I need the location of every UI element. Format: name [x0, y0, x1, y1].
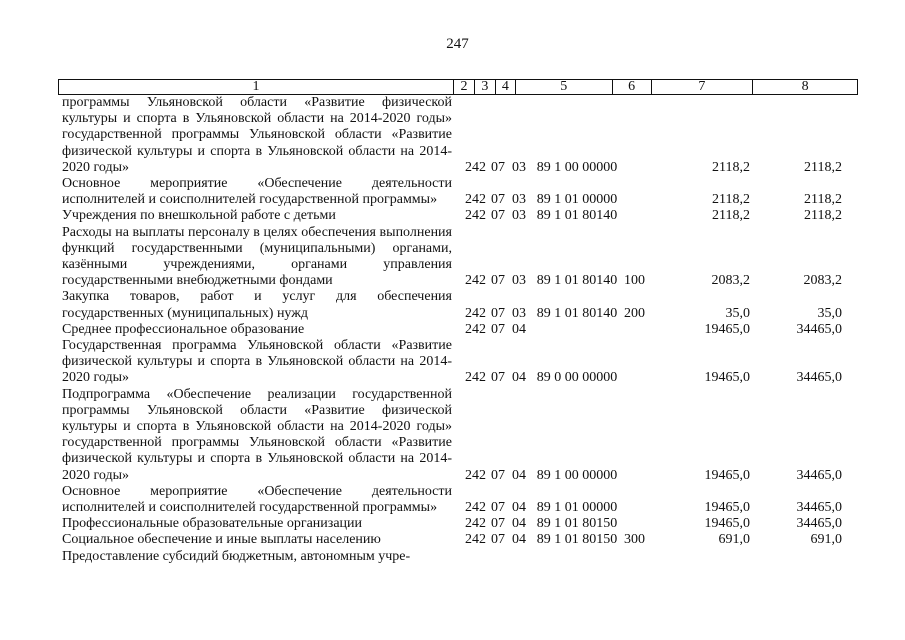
row-name-cell: Закупка товаров, работ и услуг для обеспечения государственных (муниципальных) нужд	[62, 289, 452, 321]
row-grbs-cell: 242	[465, 192, 486, 208]
row-subsection-cell: 04	[512, 532, 526, 548]
row-amount-col8-cell: 34465,0	[796, 467, 842, 483]
row-name-cell: Государственная программа Ульяновской области «Развитие физической культуры и спорта в Ульяновской области на 2014-2020 годы»	[62, 338, 452, 386]
table-row	[58, 176, 858, 208]
row-subsection-cell: 04	[512, 516, 526, 532]
row-subsection-cell: 03	[512, 159, 526, 175]
column-header-5: 5	[516, 80, 613, 94]
row-section-cell: 07	[491, 159, 505, 175]
row-name-cell: Расходы на выплаты персоналу в целях обеспечения выполнения функций государственными (муниципальными) органами, казёнными учреждениями, органами управления государственными внебюджетными фондами	[62, 224, 452, 289]
column-header-7: 7	[652, 80, 754, 94]
row-amount-col7-cell: 19465,0	[704, 516, 750, 532]
row-subsection-cell: 03	[512, 208, 526, 224]
row-section-cell: 07	[491, 273, 505, 289]
table-row	[58, 289, 858, 321]
table-body	[58, 95, 858, 565]
row-expense-type-cell: 100	[624, 273, 645, 289]
row-target-article-cell: 89 1 01 80140	[536, 208, 618, 224]
row-amount-col8-cell: 34465,0	[796, 516, 842, 532]
row-target-article-cell: 89 0 00 00000	[536, 370, 618, 386]
row-amount-col7-cell: 19465,0	[704, 500, 750, 516]
table-row	[58, 516, 858, 532]
row-subsection-cell: 04	[512, 500, 526, 516]
row-target-article-cell: 89 1 00 00000	[536, 159, 618, 175]
table-row	[58, 322, 858, 338]
row-grbs-cell: 242	[465, 370, 486, 386]
row-name-cell: Социальное обеспечение и иные выплаты населению	[62, 532, 381, 548]
row-subsection-cell: 04	[512, 321, 526, 337]
page-number: 247	[446, 36, 469, 52]
row-subsection-cell: 04	[512, 467, 526, 483]
table-header-row	[58, 79, 858, 95]
row-amount-col7-cell: 2118,2	[712, 192, 750, 208]
row-subsection-cell: 03	[512, 273, 526, 289]
budget-table	[58, 79, 858, 565]
row-grbs-cell: 242	[465, 516, 486, 532]
table-row	[58, 338, 858, 387]
column-header-8: 8	[801, 79, 809, 94]
row-amount-col8-cell: 691,0	[810, 532, 842, 548]
row-name-cell: Основное мероприятие «Обеспечение деятельности исполнителей и соисполнителей государственной программы»	[62, 483, 452, 516]
row-amount-col8-cell: 2118,2	[804, 192, 842, 208]
row-name-cell: Основное мероприятие «Обеспечение деятельности исполнителей и соисполнителей государственной программы»	[62, 176, 452, 208]
table-row	[58, 95, 858, 176]
row-name-cell: Среднее профессиональное образование	[62, 321, 305, 337]
row-name-cell: Предоставление субсидий бюджетным, автономным учре-	[62, 548, 411, 564]
row-grbs-cell: 242	[465, 273, 486, 289]
row-amount-col8-cell: 2083,2	[803, 273, 842, 289]
row-subsection-cell: 03	[512, 192, 526, 208]
row-target-article-cell: 89 1 01 80140	[536, 273, 618, 289]
row-amount-col8-cell: 34465,0	[796, 500, 842, 516]
column-header-1: 1	[59, 80, 454, 94]
row-section-cell: 07	[491, 500, 505, 516]
row-amount-col7-cell: 2118,2	[712, 208, 750, 224]
row-amount-col8-cell: 2118,2	[804, 208, 842, 224]
row-amount-col7-cell: 2083,2	[711, 273, 750, 289]
row-section-cell: 07	[491, 321, 505, 337]
row-name-cell: Подпрограмма «Обеспечение реализации государственной программы Ульяновской области «Развитие физической культуры и спорта в Ульяновской области на 2014-2020 годы» государственной программы Ульяновской области «Развитие физической культуры и спорта в Ульяновской области на 2014-2020 годы»	[62, 386, 452, 483]
row-grbs-cell: 242	[465, 208, 486, 224]
row-grbs-cell: 242	[465, 321, 486, 337]
row-amount-col7-cell: 19465,0	[704, 370, 750, 386]
table-row	[58, 208, 858, 224]
row-expense-type-cell: 200	[624, 305, 645, 321]
row-grbs-cell: 242	[465, 159, 486, 175]
row-target-article-cell: 89 1 01 00000	[536, 500, 618, 516]
row-grbs-cell: 242	[465, 500, 486, 516]
row-target-article-cell: 89 1 00 00000	[536, 467, 618, 483]
table-row	[58, 484, 858, 516]
row-amount-col7-cell: 691,0	[718, 532, 750, 548]
table-row	[58, 549, 858, 565]
row-amount-col7-cell: 2118,2	[712, 159, 750, 175]
row-amount-col8-cell: 35,0	[817, 305, 842, 321]
table-row	[58, 532, 858, 548]
row-name-cell: Учреждения по внешкольной работе с детьми	[62, 208, 336, 224]
row-target-article-cell: 89 1 01 00000	[536, 192, 618, 208]
row-section-cell: 07	[491, 516, 505, 532]
row-amount-col8-cell: 34465,0	[796, 370, 842, 386]
row-grbs-cell: 242	[465, 305, 486, 321]
row-target-article-cell: 89 1 01 80140	[536, 305, 618, 321]
column-header-3: 3	[475, 80, 496, 94]
row-section-cell: 07	[491, 208, 505, 224]
row-section-cell: 07	[491, 370, 505, 386]
row-section-cell: 07	[491, 532, 505, 548]
column-header-2: 2	[454, 80, 475, 94]
row-subsection-cell: 03	[512, 305, 526, 321]
row-name-cell: программы Ульяновской области «Развитие физической культуры и спорта в Ульяновской области на 2014-2020 годы» государственной программы Ульяновской области «Развитие физической культуры и спорта в Ульяновской области на 2014-2020 годы»	[62, 95, 452, 175]
column-header-4: 4	[496, 80, 516, 94]
row-amount-col7-cell: 19465,0	[704, 321, 750, 337]
table-row	[58, 225, 858, 290]
row-amount-col7-cell: 35,0	[725, 305, 750, 321]
row-section-cell: 07	[491, 305, 505, 321]
row-expense-type-cell: 300	[624, 532, 645, 548]
row-grbs-cell: 242	[465, 532, 486, 548]
row-section-cell: 07	[491, 192, 505, 208]
row-section-cell: 07	[491, 467, 505, 483]
row-subsection-cell: 04	[512, 370, 526, 386]
row-target-article-cell: 89 1 01 80150	[536, 532, 618, 548]
table-row	[58, 387, 858, 484]
row-amount-col8-cell: 34465,0	[796, 321, 842, 337]
row-amount-col8-cell: 2118,2	[804, 159, 842, 175]
row-name-cell: Профессиональные образовательные организации	[62, 516, 363, 532]
row-grbs-cell: 242	[465, 467, 486, 483]
row-target-article-cell: 89 1 01 80150	[536, 516, 618, 532]
row-amount-col7-cell: 19465,0	[704, 467, 750, 483]
column-header-6: 6	[613, 80, 652, 94]
